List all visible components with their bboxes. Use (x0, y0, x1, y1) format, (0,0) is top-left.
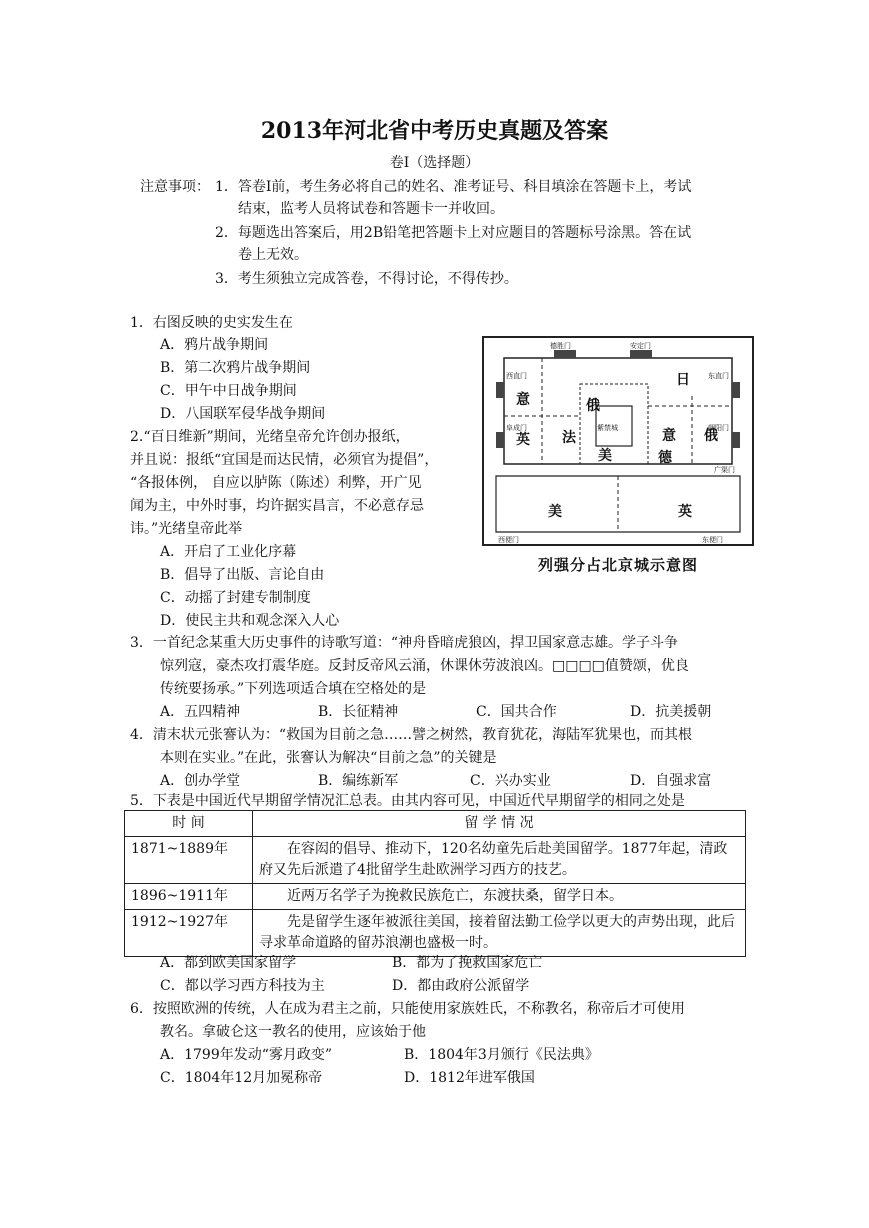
gate-label: 安定门 (630, 342, 651, 350)
note-2a: 2．每题选出答案后，用2B铅笔把答题卡上对应题目的答题标号涂黑。答在试 (215, 225, 692, 241)
table-row (125, 837, 746, 884)
table-cell-time: 1896~1911年 (125, 884, 253, 910)
q2-line-3: “各报体例， 自应以胪陈（陈述）利弊，开广见 (130, 475, 422, 491)
q5-stem: 5．下表是中国近代早期留学情况汇总表。由其内容可见，中国近代早期留学的相同之处是 (130, 793, 685, 809)
q1-option-a: A．鸦片战争期间 (160, 337, 269, 353)
note-3: 3．考生须独立完成答卷，不得讨论，不得传抄。 (215, 271, 518, 287)
q5-option-b: B．都为了挽救国家危亡 (392, 955, 543, 971)
q1-option-b: B．第二次鸦片战争期间 (160, 360, 311, 376)
q6-option-c: C．1804年12月加冕称帝 (160, 1070, 323, 1086)
q1-option-c: C．甲午中日战争期间 (160, 383, 297, 399)
q2-option-b: B．倡导了出版、言论自由 (160, 567, 325, 583)
note-2b: 卷上无效。 (238, 247, 308, 263)
q4-option-c: C．兴办实业 (470, 773, 551, 789)
q3-line-3: 传统要扬承。”下列选项适合填在空格处的是 (160, 681, 427, 697)
q3-option-c: C．国共合作 (476, 704, 557, 720)
note-1b: 结束，监考人员将试卷和答题卡一并收回。 (238, 201, 504, 217)
zone-label: 日 (676, 372, 690, 388)
zone-label: 德 (658, 450, 672, 466)
q5-option-d: D．都由政府公派留学 (392, 978, 530, 994)
q2-option-c: C．动摇了封建专制制度 (160, 590, 311, 606)
zone-label: 法 (562, 430, 576, 446)
q4-option-b: B．编练新军 (318, 773, 399, 789)
study-abroad-table (124, 810, 746, 957)
gate-label: 德胜门 (550, 342, 571, 350)
section-heading: 卷Ⅰ（选择题） (389, 155, 480, 171)
q1-option-d: D．八国联军侵华战争期间 (160, 406, 326, 422)
gate-label: 广渠门 (714, 466, 735, 474)
zone-label: 英 (678, 504, 692, 520)
map-caption: 列强分占北京城示意图 (537, 556, 698, 574)
q2-line-4: 闻为主，中外时事，均许据实昌言，不必意存忌 (130, 498, 424, 514)
gate-label: 东便门 (702, 536, 723, 544)
q1-stem: 1．右图反映的史实发生在 (130, 315, 293, 331)
beijing-occupation-map (482, 336, 754, 546)
zone-label: 俄 (586, 398, 600, 414)
q4-option-d: D．自强求富 (630, 773, 712, 789)
q5-option-c: C．都以学习西方科技为主 (160, 978, 325, 994)
forbidden-city-label: 紫禁城 (597, 424, 618, 432)
gate-label: 阜成门 (506, 424, 527, 432)
q6-line-1: 6．按照欧洲的传统，人在成为君主之前，只能使用家族姓氏，不称教名，称帝后才可使用 (130, 1001, 685, 1017)
zone-label: 俄 (704, 428, 718, 444)
q4-option-a: A．创办学堂 (160, 773, 241, 789)
q3-option-d: D．抗美援朝 (630, 704, 712, 720)
table-cell-desc: 在容闳的倡导、推动下，120名幼童先后赴美国留学。1877年起，清政府又先后派遣了4批留学生赴欧洲学习西方的技艺。 (253, 837, 746, 884)
table-header-row (125, 811, 746, 837)
table-cell-desc: 先是留学生逐年被派往美国，接着留法勤工俭学以更大的声势出现，此后寻求革命道路的留苏浪潮也盛极一时。 (253, 910, 746, 957)
zone-label: 美 (598, 448, 612, 464)
gate-label: 朝阳门 (708, 424, 729, 432)
table-row (125, 910, 746, 957)
zone-label: 意 (516, 392, 530, 408)
q5-option-a: A．都到欧美国家留学 (160, 955, 297, 971)
zone-label: 英 (516, 432, 530, 448)
table-header: 时 间 (125, 811, 253, 837)
gate-label: 西直门 (506, 372, 527, 380)
q3-option-b: B．长征精神 (318, 704, 399, 720)
note-1a: 1．答卷Ⅰ前，考生务必将自己的姓名、准考证号、科目填涂在答题卡上，考试 (215, 179, 692, 195)
q6-option-b: B．1804年3月颁行《民法典》 (404, 1047, 599, 1063)
q6-line-2: 教名。拿破仑这一教名的使用，应该始于他 (160, 1024, 426, 1040)
page-title: 2013年河北省中考历史真题及答案 (260, 118, 609, 144)
q6-option-a: A．1799年发动“雾月政变” (160, 1047, 333, 1063)
table-cell-desc: 近两万名学子为挽救民族危亡，东渡扶桑，留学日本。 (253, 884, 746, 910)
q2-line-5: 讳。”光绪皇帝此举 (130, 521, 243, 537)
q3-line-1: 3．一首纪念某重大历史事件的诗歌写道：“神舟昏暗虎狼凶，捍卫国家意志雄。学子斗争 (130, 635, 679, 651)
gate-label: 东直门 (708, 372, 729, 380)
q2-line-1: 2.“百日维新”期间，光绪皇帝允许创办报纸， (130, 429, 410, 445)
notes-label: 注意事项： (140, 179, 210, 195)
q4-line-1: 4．清末状元张謇认为：“救国为目前之急……譬之树然，教育犹花，海陆军犹果也，而其根 (130, 727, 693, 743)
zone-label: 意 (662, 428, 676, 444)
gate-label: 西便门 (498, 536, 519, 544)
q2-option-a: A．开启了工业化序幕 (160, 544, 297, 560)
table-header: 留 学 情 况 (253, 811, 746, 837)
q3-option-a: A．五四精神 (160, 704, 241, 720)
zone-label: 美 (548, 504, 562, 520)
q4-line-2: 本则在实业。”在此，张謇认为解决“目前之急”的关键是 (160, 750, 497, 766)
q3-line-2: 惊列寇，豪杰攻打震华庭。反封反帝风云涌，休课休劳波浪凶。□□□□值赞颂，优良 (160, 658, 689, 674)
table-cell-time: 1871~1889年 (125, 837, 253, 884)
q2-option-d: D．使民主共和观念深入人心 (160, 613, 340, 629)
table-row (125, 884, 746, 910)
q2-line-2: 并且说：报纸“宜国是而达民情，必须官为提倡”， (130, 452, 439, 468)
table-cell-time: 1912~1927年 (125, 910, 253, 957)
q6-option-d: D．1812年进军俄国 (404, 1070, 535, 1086)
